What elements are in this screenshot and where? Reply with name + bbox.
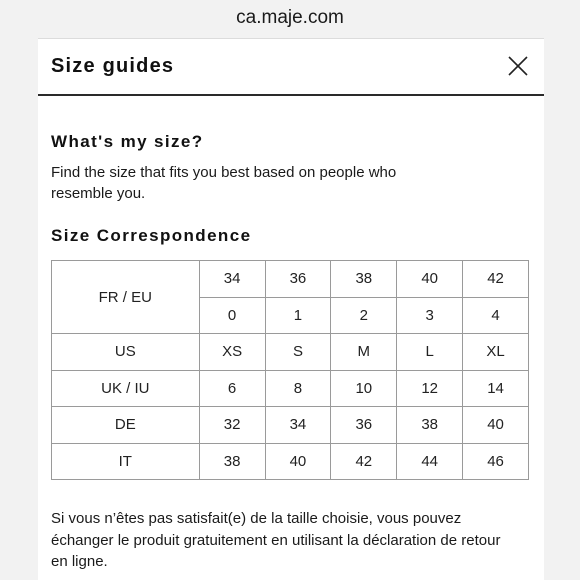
section-description: Find the size that fits you best based on people who resemble you. xyxy=(51,164,397,202)
table-cell: 1 xyxy=(265,297,331,334)
table-cell: 42 xyxy=(463,261,529,298)
table-cell: 12 xyxy=(397,370,463,407)
table-cell: 8 xyxy=(265,370,331,407)
table-row xyxy=(52,443,529,480)
table-cell: 40 xyxy=(265,443,331,480)
row-label: FR / EU xyxy=(52,261,200,334)
header-divider xyxy=(38,94,544,96)
table-cell: 10 xyxy=(331,370,397,407)
table-cell: XL xyxy=(463,334,529,371)
row-label: UK / IU xyxy=(52,370,200,407)
row-label: IT xyxy=(52,443,200,480)
table-cell: 36 xyxy=(331,407,397,444)
table-cell: 34 xyxy=(265,407,331,444)
table-cell: 14 xyxy=(463,370,529,407)
table-cell: 38 xyxy=(331,261,397,298)
table-cell: 2 xyxy=(331,297,397,334)
table-cell: 4 xyxy=(463,297,529,334)
row-label: DE xyxy=(52,407,200,444)
modal-title: Size guides xyxy=(51,55,175,77)
table-cell: 36 xyxy=(265,261,331,298)
close-icon xyxy=(504,52,532,80)
table-cell: M xyxy=(331,334,397,371)
table-cell: 38 xyxy=(397,407,463,444)
table-cell: 40 xyxy=(463,407,529,444)
table-cell: 3 xyxy=(397,297,463,334)
table-cell: 34 xyxy=(199,261,265,298)
table-cell: 6 xyxy=(199,370,265,407)
row-label: US xyxy=(52,334,200,371)
table-cell: 38 xyxy=(199,443,265,480)
table-row xyxy=(52,407,529,444)
size-guide-modal xyxy=(38,38,544,580)
browser-url[interactable]: ca.maje.com xyxy=(236,7,344,28)
divider xyxy=(38,38,544,39)
table-row xyxy=(52,334,529,371)
table-cell: 32 xyxy=(199,407,265,444)
table-cell: 40 xyxy=(397,261,463,298)
section-heading-size-correspondence: Size Correspondence xyxy=(51,226,252,245)
table-cell: 0 xyxy=(199,297,265,334)
table-cell: 44 xyxy=(397,443,463,480)
close-button[interactable] xyxy=(504,52,532,80)
table-row xyxy=(52,370,529,407)
section-heading-whats-my-size: What's my size? xyxy=(51,132,204,151)
table-cell: L xyxy=(397,334,463,371)
return-policy-note: Si vous n’êtes pas satisfait(e) de la taille choisie, vous pouvez échanger le produit gratuitement en utilisant la déclaration de retour en ligne. xyxy=(51,510,501,570)
table-cell: S xyxy=(265,334,331,371)
table-cell: 46 xyxy=(463,443,529,480)
table-row xyxy=(52,261,529,298)
size-correspondence-table xyxy=(51,260,529,480)
table-cell: 42 xyxy=(331,443,397,480)
table-cell: XS xyxy=(199,334,265,371)
